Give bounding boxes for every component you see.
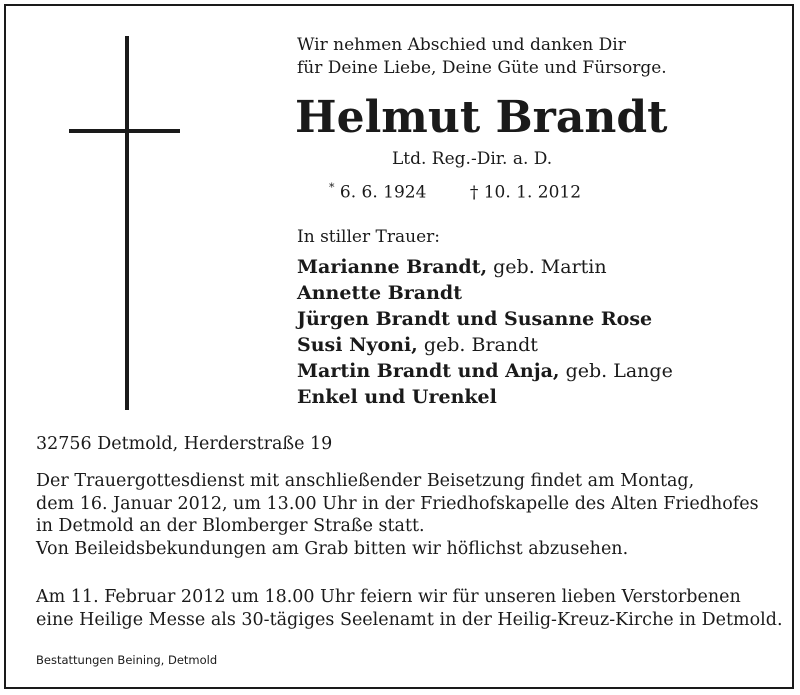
mourner-name: Susi Nyoni, — [297, 334, 418, 356]
obituary-notice — [4, 4, 794, 689]
service-line: Der Trauergottesdienst mit anschließender Beisetzung findet am Montag, — [36, 471, 695, 491]
service-line: dem 16. Januar 2012, um 13.00 Uhr in der Friedhofskapelle des Alten Friedhofes — [36, 493, 759, 514]
life-dates — [329, 177, 581, 204]
mourner-name: Enkel und Urenkel — [297, 386, 497, 408]
death-date: 10. 1. 2012 — [483, 182, 582, 203]
mourners-list — [297, 254, 673, 410]
mass-line: Am 11. Februar 2012 um 18.00 Uhr feiern wir für unseren lieben Verstorbenen — [36, 587, 741, 607]
memorial-mass-text — [36, 586, 783, 632]
mourner-entry — [297, 280, 673, 306]
undertaker-credit: Bestattungen Beining, Detmold — [36, 653, 218, 667]
intro-line: für Deine Liebe, Deine Güte und Fürsorge. — [297, 58, 667, 78]
mourner-entry — [297, 332, 673, 358]
mourner-entry — [297, 254, 673, 280]
mourner-suffix: geb. Martin — [487, 256, 607, 278]
cross-horizontal-bar — [69, 129, 180, 133]
service-line: Von Beileidsbekundungen am Grab bitten wir höflichst abzusehen. — [36, 538, 629, 559]
death-symbol: † — [469, 182, 479, 203]
mass-line: eine Heilige Messe als 30-tägiges Seelenamt in der Heilig-Kreuz-Kirche in Detmold. — [36, 610, 783, 630]
service-line: in Detmold an der Blomberger Straße statt. — [36, 516, 425, 536]
deceased-title: Ltd. Reg.-Dir. a. D. — [392, 149, 553, 169]
mourner-suffix: geb. Brandt — [417, 334, 538, 356]
birth-date: 6. 6. 1924 — [339, 182, 427, 203]
birth-symbol: * — [329, 181, 335, 194]
mourner-name: Jürgen Brandt und Susanne Rose — [297, 308, 653, 330]
intro-line: Wir nehmen Abschied und danken Dir — [297, 35, 626, 55]
deceased-name: Helmut Brandt — [295, 92, 668, 143]
mourner-entry — [297, 384, 673, 410]
mourner-suffix: geb. Lange — [559, 360, 673, 382]
mourner-name: Marianne Brandt, — [297, 256, 488, 278]
mourner-name: Martin Brandt und Anja, — [297, 360, 560, 382]
family-address: 32756 Detmold, Herderstraße 19 — [36, 434, 333, 454]
cross-vertical-bar — [125, 36, 129, 410]
mourning-label: In stiller Trauer: — [297, 227, 440, 247]
funeral-service-text — [36, 470, 759, 560]
mourner-entry — [297, 358, 673, 384]
mourner-entry — [297, 306, 673, 332]
intro-text — [297, 34, 667, 80]
mourner-name: Annette Brandt — [297, 282, 462, 304]
